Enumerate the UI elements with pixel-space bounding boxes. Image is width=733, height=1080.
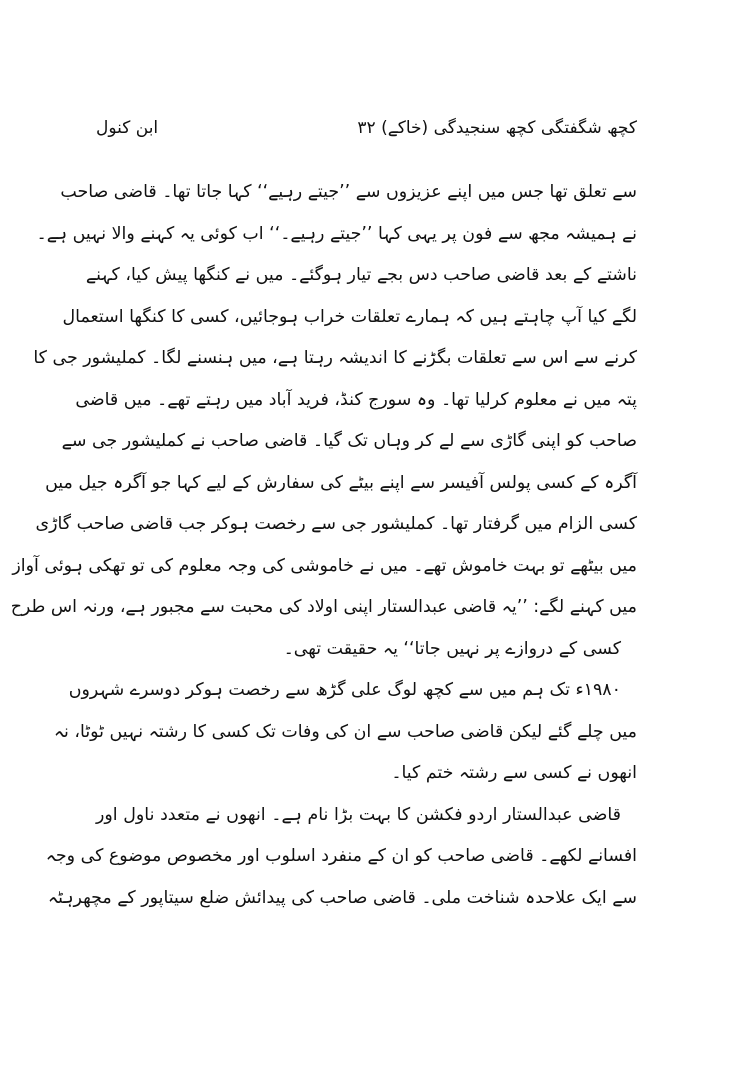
page-number: ۳۲ [357, 118, 376, 138]
text-line: ناشتے کے بعد قاضی صاحب دس بجے تیار ہوگئے۔ میں نے کنگھا پیش کیا، کہنے [85, 265, 637, 285]
text-line: صاحب کو اپنی گاڑی سے لے کر وہاں تک گیا۔ قاضی صاحب نے کملیشور جی سے [61, 431, 637, 451]
text-line: لگے کیا آپ چاہتے ہیں کہ ہمارے تعلقات خراب ہوجائیں، کسی کا کنگھا استعمال [62, 306, 637, 327]
text-line: نے ہمیشہ مجھ سے فون پر یہی کہا ’’جیتے رہیے۔‘‘ اب کوئی یہ کہنے والا نہیں ہے۔ [36, 223, 637, 244]
text-line: انھوں نے کسی سے رشتہ ختم کیا۔ [391, 763, 637, 783]
running-header [96, 108, 637, 148]
text-line: کرنے سے اس سے تعلقات بگڑنے کا اندیشہ رہتا ہے، میں ہنسنے لگا۔ کملیشور جی کا [33, 348, 637, 368]
text-line: میں چلے گئے لیکن قاضی صاحب سے ان کی وفات تک کسی کا رشتہ نہیں ٹوٹا، نہ [53, 721, 637, 742]
text-line: کسی کے دروازے پر نہیں جاتا‘‘ یہ حقیقت تھی۔ [283, 638, 621, 659]
text-line: پتہ میں نے معلوم کرلیا تھا۔ وہ سورج کنڈ، فرید آباد میں رہتے تھے۔ میں قاضی [75, 389, 637, 410]
text-line: سے تعلق تھا جس میں اپنے عزیزوں سے ’’جیتے رہیے‘‘ کہا جاتا تھا۔ قاضی صاحب [60, 182, 637, 202]
text-line: سے ایک علاحدہ شناخت ملی۔ قاضی صاحب کی پیدائش ضلع سیتاپور کے مچھرہٹہ [47, 887, 637, 908]
text-line: میں بیٹھے تو بہت خاموش تھے۔ میں نے خاموشی کی وجہ معلوم کی تو تھکی ہوئی آواز [12, 555, 637, 576]
text-line: ۱۹۸۰ء تک ہم میں سے کچھ لوگ علی گڑھ سے رخصت ہوکر دوسرے شہروں [68, 680, 621, 700]
body-text [10, 172, 637, 919]
text-line: میں کہنے لگے: ’’یہ قاضی عبدالستار اپنی اولاد کی محبت سے مجبور ہے، ورنہ اس طرح [10, 597, 637, 617]
book-title: کچھ شگفتگی کچھ سنجیدگی (خاکے) [381, 118, 637, 138]
text-line: کسی الزام میں گرفتار تھا۔ کملیشور جی سے رخصت ہوکر جب قاضی صاحب گاڑی [35, 514, 637, 534]
text-line: آگرہ کے کسی پولس آفیسر سے اپنے بیٹے کی سفارش کے لیے کہا جو آگرہ جیل میں [45, 472, 637, 493]
author-name: ابن کنول [96, 118, 159, 138]
text-line: افسانے لکھے۔ قاضی صاحب کو ان کے منفرد اسلوب اور مخصوص موضوع کی وجہ [45, 846, 637, 866]
text-line: قاضی عبدالستار اردو فکشن کا بہت بڑا نام ہے۔ انھوں نے متعدد ناول اور [96, 804, 621, 825]
